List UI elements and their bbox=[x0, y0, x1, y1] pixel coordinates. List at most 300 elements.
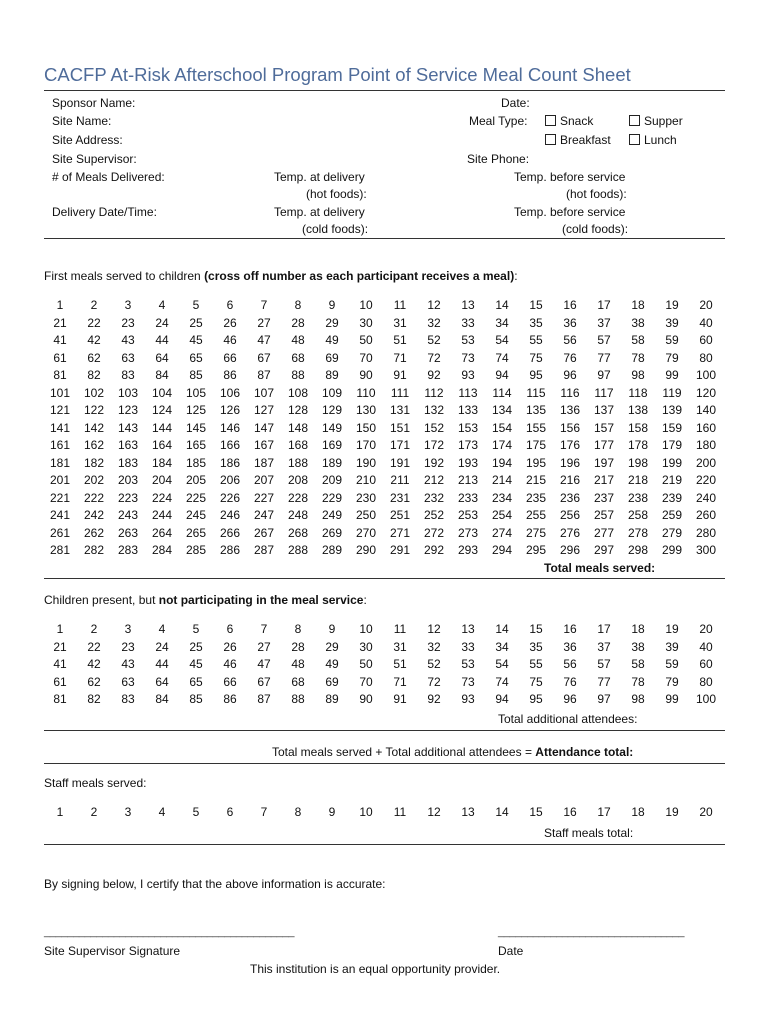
count-number[interactable]: 142 bbox=[83, 420, 105, 435]
count-number[interactable]: 53 bbox=[461, 333, 475, 347]
count-number[interactable]: 77 bbox=[597, 674, 611, 689]
count-number[interactable]: 62 bbox=[87, 674, 101, 689]
count-number[interactable]: 120 bbox=[695, 385, 717, 400]
count-number[interactable]: 11 bbox=[393, 298, 407, 312]
count-number[interactable]: 218 bbox=[627, 473, 649, 487]
count-number[interactable]: 278 bbox=[627, 525, 649, 540]
count-number[interactable]: 11 bbox=[393, 805, 407, 819]
count-number[interactable]: 104 bbox=[151, 385, 173, 400]
count-number[interactable]: 24 bbox=[155, 315, 169, 330]
count-number[interactable]: 267 bbox=[253, 525, 275, 540]
count-number[interactable]: 189 bbox=[321, 455, 343, 470]
count-number[interactable]: 2 bbox=[90, 298, 98, 312]
count-number[interactable]: 240 bbox=[695, 490, 717, 505]
count-number[interactable]: 198 bbox=[627, 455, 649, 470]
count-number[interactable]: 242 bbox=[83, 508, 105, 522]
count-number[interactable]: 252 bbox=[423, 508, 445, 522]
count-number[interactable]: 47 bbox=[257, 333, 271, 347]
breakfast-checkbox[interactable] bbox=[545, 134, 556, 145]
count-number[interactable]: 299 bbox=[661, 543, 683, 557]
count-number[interactable]: 113 bbox=[458, 385, 478, 400]
count-number[interactable]: 53 bbox=[461, 657, 475, 671]
count-number[interactable]: 246 bbox=[219, 508, 241, 522]
count-number[interactable]: 219 bbox=[661, 473, 683, 487]
count-number[interactable]: 123 bbox=[117, 403, 139, 417]
count-number[interactable]: 72 bbox=[427, 350, 441, 365]
count-number[interactable]: 183 bbox=[117, 455, 139, 470]
count-number[interactable]: 61 bbox=[53, 350, 67, 365]
count-number[interactable]: 15 bbox=[529, 805, 543, 819]
count-number[interactable]: 90 bbox=[359, 368, 373, 382]
count-number[interactable]: 71 bbox=[393, 350, 407, 365]
count-number[interactable]: 1 bbox=[56, 805, 64, 819]
count-number[interactable]: 98 bbox=[631, 368, 645, 382]
count-number[interactable]: 280 bbox=[695, 525, 717, 540]
count-number[interactable]: 2 bbox=[90, 622, 98, 636]
count-number[interactable]: 70 bbox=[359, 674, 373, 689]
count-number[interactable]: 186 bbox=[219, 455, 241, 470]
count-number[interactable]: 224 bbox=[151, 490, 173, 505]
count-number[interactable]: 83 bbox=[121, 368, 135, 382]
count-number[interactable]: 138 bbox=[627, 403, 649, 417]
count-number[interactable]: 6 bbox=[226, 622, 234, 636]
count-number[interactable]: 39 bbox=[665, 639, 679, 654]
count-number[interactable]: 287 bbox=[253, 543, 275, 557]
count-number[interactable]: 94 bbox=[495, 368, 509, 382]
count-number[interactable]: 187 bbox=[253, 455, 275, 470]
count-number[interactable]: 2 bbox=[90, 805, 98, 819]
supervisor-signature-line[interactable]: ___________________________________________ bbox=[44, 926, 295, 938]
count-number[interactable]: 284 bbox=[151, 543, 173, 557]
count-number[interactable]: 190 bbox=[355, 455, 377, 470]
count-number[interactable]: 238 bbox=[627, 490, 649, 505]
count-number[interactable]: 76 bbox=[563, 674, 577, 689]
count-number[interactable]: 153 bbox=[457, 420, 479, 435]
count-number[interactable]: 13 bbox=[461, 805, 475, 819]
count-number[interactable]: 28 bbox=[291, 315, 305, 330]
count-number[interactable]: 80 bbox=[699, 350, 713, 365]
count-number[interactable]: 27 bbox=[257, 639, 271, 654]
count-number[interactable]: 293 bbox=[457, 543, 479, 557]
count-number[interactable]: 105 bbox=[185, 385, 207, 400]
count-number[interactable]: 234 bbox=[491, 490, 513, 505]
count-number[interactable]: 19 bbox=[665, 805, 679, 819]
count-number[interactable]: 84 bbox=[155, 368, 169, 382]
count-number[interactable]: 18 bbox=[631, 622, 645, 636]
count-number[interactable]: 81 bbox=[53, 692, 67, 706]
count-number[interactable]: 203 bbox=[117, 473, 139, 487]
count-number[interactable]: 181 bbox=[49, 455, 71, 470]
count-number[interactable]: 178 bbox=[627, 438, 649, 452]
count-number[interactable]: 285 bbox=[185, 543, 207, 557]
count-number[interactable]: 137 bbox=[593, 403, 615, 417]
count-number[interactable]: 160 bbox=[695, 420, 717, 435]
count-number[interactable]: 103 bbox=[117, 385, 139, 400]
lunch-checkbox[interactable] bbox=[629, 134, 640, 145]
count-number[interactable]: 12 bbox=[427, 805, 441, 819]
count-number[interactable]: 20 bbox=[699, 298, 713, 312]
count-number[interactable]: 155 bbox=[525, 420, 547, 435]
count-number[interactable]: 31 bbox=[393, 315, 407, 330]
count-number[interactable]: 87 bbox=[257, 692, 271, 706]
count-number[interactable]: 90 bbox=[359, 692, 373, 706]
count-number[interactable]: 110 bbox=[356, 385, 376, 400]
count-number[interactable]: 6 bbox=[226, 298, 234, 312]
count-number[interactable]: 158 bbox=[627, 420, 649, 435]
count-number[interactable]: 217 bbox=[593, 473, 615, 487]
count-number[interactable]: 292 bbox=[423, 543, 445, 557]
count-number[interactable]: 1 bbox=[56, 298, 64, 312]
count-number[interactable]: 88 bbox=[291, 368, 305, 382]
count-number[interactable]: 122 bbox=[83, 403, 105, 417]
count-number[interactable]: 270 bbox=[355, 525, 377, 540]
count-number[interactable]: 40 bbox=[699, 639, 713, 654]
count-number[interactable]: 66 bbox=[223, 350, 237, 365]
count-number[interactable]: 21 bbox=[53, 639, 67, 654]
count-number[interactable]: 14 bbox=[495, 622, 509, 636]
count-number[interactable]: 272 bbox=[423, 525, 445, 540]
count-number[interactable]: 165 bbox=[185, 438, 207, 452]
count-number[interactable]: 41 bbox=[53, 333, 67, 347]
count-number[interactable]: 22 bbox=[87, 315, 101, 330]
count-number[interactable]: 207 bbox=[253, 473, 275, 487]
count-number[interactable]: 20 bbox=[699, 622, 713, 636]
count-number[interactable]: 159 bbox=[661, 420, 683, 435]
count-number[interactable]: 184 bbox=[151, 455, 173, 470]
count-number[interactable]: 213 bbox=[457, 473, 479, 487]
count-number[interactable]: 196 bbox=[559, 455, 581, 470]
count-number[interactable]: 172 bbox=[423, 438, 445, 452]
count-number[interactable]: 28 bbox=[291, 639, 305, 654]
count-number[interactable]: 279 bbox=[661, 525, 683, 540]
count-number[interactable]: 230 bbox=[355, 490, 377, 505]
count-number[interactable]: 211 bbox=[390, 473, 410, 487]
count-number[interactable]: 48 bbox=[291, 657, 305, 671]
count-number[interactable]: 97 bbox=[597, 368, 611, 382]
count-number[interactable]: 5 bbox=[192, 805, 200, 819]
count-number[interactable]: 13 bbox=[461, 622, 475, 636]
count-number[interactable]: 166 bbox=[219, 438, 241, 452]
count-number[interactable]: 15 bbox=[529, 622, 543, 636]
count-number[interactable]: 108 bbox=[287, 385, 309, 400]
count-number[interactable]: 99 bbox=[665, 692, 679, 706]
count-number[interactable]: 47 bbox=[257, 657, 271, 671]
count-number[interactable]: 24 bbox=[155, 639, 169, 654]
count-number[interactable]: 17 bbox=[597, 298, 611, 312]
count-number[interactable]: 239 bbox=[661, 490, 683, 505]
count-number[interactable]: 37 bbox=[597, 639, 611, 654]
count-number[interactable]: 44 bbox=[155, 333, 169, 347]
count-number[interactable]: 82 bbox=[87, 692, 101, 706]
count-number[interactable]: 85 bbox=[189, 692, 203, 706]
count-number[interactable]: 179 bbox=[661, 438, 683, 452]
count-number[interactable]: 89 bbox=[325, 368, 339, 382]
count-number[interactable]: 95 bbox=[529, 692, 543, 706]
count-number[interactable]: 143 bbox=[117, 420, 139, 435]
count-number[interactable]: 140 bbox=[695, 403, 717, 417]
count-number[interactable]: 215 bbox=[525, 473, 547, 487]
count-number[interactable]: 46 bbox=[223, 333, 237, 347]
count-number[interactable]: 106 bbox=[219, 385, 241, 400]
count-number[interactable]: 83 bbox=[121, 692, 135, 706]
count-number[interactable]: 46 bbox=[223, 657, 237, 671]
count-number[interactable]: 21 bbox=[53, 315, 67, 330]
count-number[interactable]: 77 bbox=[597, 350, 611, 365]
count-number[interactable]: 194 bbox=[491, 455, 513, 470]
count-number[interactable]: 273 bbox=[457, 525, 479, 540]
count-number[interactable]: 54 bbox=[495, 657, 509, 671]
count-number[interactable]: 25 bbox=[189, 315, 203, 330]
count-number[interactable]: 128 bbox=[287, 403, 309, 417]
count-number[interactable]: 112 bbox=[424, 385, 444, 400]
count-number[interactable]: 118 bbox=[628, 385, 648, 400]
count-number[interactable]: 26 bbox=[223, 315, 237, 330]
count-number[interactable]: 161 bbox=[49, 438, 71, 452]
count-number[interactable]: 277 bbox=[593, 525, 615, 540]
count-number[interactable]: 42 bbox=[87, 333, 101, 347]
count-number[interactable]: 185 bbox=[185, 455, 207, 470]
count-number[interactable]: 25 bbox=[189, 639, 203, 654]
count-number[interactable]: 23 bbox=[121, 639, 135, 654]
count-number[interactable]: 12 bbox=[427, 622, 441, 636]
count-number[interactable]: 76 bbox=[563, 350, 577, 365]
count-number[interactable]: 222 bbox=[83, 490, 105, 505]
count-number[interactable]: 261 bbox=[49, 525, 71, 540]
count-number[interactable]: 16 bbox=[563, 805, 577, 819]
count-number[interactable]: 182 bbox=[83, 455, 105, 470]
count-number[interactable]: 244 bbox=[151, 508, 173, 522]
count-number[interactable]: 4 bbox=[158, 622, 166, 636]
count-number[interactable]: 34 bbox=[495, 315, 509, 330]
count-number[interactable]: 29 bbox=[325, 639, 339, 654]
count-number[interactable]: 228 bbox=[287, 490, 309, 505]
count-number[interactable]: 119 bbox=[662, 385, 682, 400]
count-number[interactable]: 36 bbox=[563, 315, 577, 330]
count-number[interactable]: 167 bbox=[253, 438, 275, 452]
count-number[interactable]: 265 bbox=[185, 525, 207, 540]
count-number[interactable]: 126 bbox=[219, 403, 241, 417]
count-number[interactable]: 100 bbox=[695, 692, 717, 706]
count-number[interactable]: 202 bbox=[83, 473, 105, 487]
count-number[interactable]: 205 bbox=[185, 473, 207, 487]
count-number[interactable]: 129 bbox=[321, 403, 343, 417]
count-number[interactable]: 37 bbox=[597, 315, 611, 330]
meal-option-snack[interactable] bbox=[545, 114, 593, 128]
count-number[interactable]: 63 bbox=[121, 350, 135, 365]
count-number[interactable]: 49 bbox=[325, 657, 339, 671]
count-number[interactable]: 99 bbox=[665, 368, 679, 382]
count-number[interactable]: 17 bbox=[597, 805, 611, 819]
count-number[interactable]: 33 bbox=[461, 639, 475, 654]
count-number[interactable]: 233 bbox=[457, 490, 479, 505]
count-number[interactable]: 31 bbox=[393, 639, 407, 654]
count-number[interactable]: 67 bbox=[257, 674, 271, 689]
snack-checkbox[interactable] bbox=[545, 115, 556, 126]
count-number[interactable]: 33 bbox=[461, 315, 475, 330]
count-number[interactable]: 117 bbox=[594, 385, 614, 400]
count-number[interactable]: 133 bbox=[457, 403, 479, 417]
count-number[interactable]: 144 bbox=[151, 420, 173, 435]
count-number[interactable]: 268 bbox=[287, 525, 309, 540]
count-number[interactable]: 92 bbox=[427, 692, 441, 706]
count-number[interactable]: 170 bbox=[355, 438, 377, 452]
count-number[interactable]: 216 bbox=[559, 473, 581, 487]
count-number[interactable]: 55 bbox=[529, 657, 543, 671]
count-number[interactable]: 271 bbox=[389, 525, 411, 540]
count-number[interactable]: 36 bbox=[563, 639, 577, 654]
meal-option-supper[interactable] bbox=[629, 114, 683, 128]
count-number[interactable]: 236 bbox=[559, 490, 581, 505]
count-number[interactable]: 93 bbox=[461, 692, 475, 706]
count-number[interactable]: 248 bbox=[287, 508, 309, 522]
count-number[interactable]: 247 bbox=[253, 508, 275, 522]
count-number[interactable]: 3 bbox=[124, 622, 132, 636]
count-number[interactable]: 139 bbox=[661, 403, 683, 417]
count-number[interactable]: 91 bbox=[393, 692, 407, 706]
count-number[interactable]: 7 bbox=[260, 298, 268, 312]
count-number[interactable]: 59 bbox=[665, 657, 679, 671]
count-number[interactable]: 20 bbox=[699, 805, 713, 819]
count-number[interactable]: 136 bbox=[559, 403, 581, 417]
count-number[interactable]: 74 bbox=[495, 674, 509, 689]
count-number[interactable]: 263 bbox=[117, 525, 139, 540]
count-number[interactable]: 241 bbox=[49, 508, 71, 522]
count-number[interactable]: 243 bbox=[117, 508, 139, 522]
count-number[interactable]: 80 bbox=[699, 674, 713, 689]
count-number[interactable]: 45 bbox=[189, 333, 203, 347]
count-number[interactable]: 98 bbox=[631, 692, 645, 706]
count-number[interactable]: 13 bbox=[461, 298, 475, 312]
count-number[interactable]: 235 bbox=[525, 490, 547, 505]
count-number[interactable]: 156 bbox=[559, 420, 581, 435]
count-number[interactable]: 17 bbox=[597, 622, 611, 636]
count-number[interactable]: 256 bbox=[559, 508, 581, 522]
count-number[interactable]: 94 bbox=[495, 692, 509, 706]
count-number[interactable]: 286 bbox=[219, 543, 241, 557]
count-number[interactable]: 32 bbox=[427, 639, 441, 654]
count-number[interactable]: 220 bbox=[695, 473, 717, 487]
count-number[interactable]: 162 bbox=[83, 438, 105, 452]
count-number[interactable]: 177 bbox=[593, 438, 615, 452]
count-number[interactable]: 68 bbox=[291, 674, 305, 689]
count-number[interactable]: 295 bbox=[525, 543, 547, 557]
count-number[interactable]: 60 bbox=[699, 657, 713, 671]
count-number[interactable]: 70 bbox=[359, 350, 373, 365]
count-number[interactable]: 78 bbox=[631, 674, 645, 689]
count-number[interactable]: 15 bbox=[529, 298, 543, 312]
count-number[interactable]: 131 bbox=[389, 403, 411, 417]
count-number[interactable]: 225 bbox=[185, 490, 207, 505]
meal-option-lunch[interactable] bbox=[629, 133, 677, 147]
count-number[interactable]: 55 bbox=[529, 333, 543, 347]
count-number[interactable]: 30 bbox=[359, 315, 373, 330]
count-number[interactable]: 4 bbox=[158, 298, 166, 312]
count-number[interactable]: 75 bbox=[529, 674, 543, 689]
count-number[interactable]: 146 bbox=[219, 420, 241, 435]
count-number[interactable]: 174 bbox=[491, 438, 513, 452]
count-number[interactable]: 63 bbox=[121, 674, 135, 689]
count-number[interactable]: 102 bbox=[83, 385, 105, 400]
count-number[interactable]: 291 bbox=[389, 543, 411, 557]
count-number[interactable]: 169 bbox=[321, 438, 343, 452]
count-number[interactable]: 86 bbox=[223, 368, 237, 382]
count-number[interactable]: 9 bbox=[328, 298, 336, 312]
count-number[interactable]: 191 bbox=[389, 455, 411, 470]
count-number[interactable]: 260 bbox=[695, 508, 717, 522]
count-number[interactable]: 71 bbox=[393, 674, 407, 689]
count-number[interactable]: 192 bbox=[423, 455, 445, 470]
count-number[interactable]: 89 bbox=[325, 692, 339, 706]
count-number[interactable]: 29 bbox=[325, 315, 339, 330]
count-number[interactable]: 87 bbox=[257, 368, 271, 382]
count-number[interactable]: 48 bbox=[291, 333, 305, 347]
count-number[interactable]: 54 bbox=[495, 333, 509, 347]
count-number[interactable]: 226 bbox=[219, 490, 241, 505]
count-number[interactable]: 208 bbox=[287, 473, 309, 487]
count-number[interactable]: 73 bbox=[461, 350, 475, 365]
count-number[interactable]: 262 bbox=[83, 525, 105, 540]
count-number[interactable]: 3 bbox=[124, 298, 132, 312]
count-number[interactable]: 69 bbox=[325, 674, 339, 689]
count-number[interactable]: 68 bbox=[291, 350, 305, 365]
count-number[interactable]: 223 bbox=[117, 490, 139, 505]
count-number[interactable]: 5 bbox=[192, 622, 200, 636]
count-number[interactable]: 86 bbox=[223, 692, 237, 706]
count-number[interactable]: 78 bbox=[631, 350, 645, 365]
count-number[interactable]: 212 bbox=[423, 473, 445, 487]
count-number[interactable]: 289 bbox=[321, 543, 343, 557]
count-number[interactable]: 12 bbox=[427, 298, 441, 312]
count-number[interactable]: 275 bbox=[525, 525, 547, 540]
count-number[interactable]: 288 bbox=[287, 543, 309, 557]
count-number[interactable]: 188 bbox=[287, 455, 309, 470]
count-number[interactable]: 35 bbox=[529, 639, 543, 654]
count-number[interactable]: 92 bbox=[427, 368, 441, 382]
count-number[interactable]: 164 bbox=[151, 438, 173, 452]
count-number[interactable]: 300 bbox=[695, 543, 717, 557]
count-number[interactable]: 69 bbox=[325, 350, 339, 365]
count-number[interactable]: 209 bbox=[321, 473, 343, 487]
count-number[interactable]: 7 bbox=[260, 622, 268, 636]
count-number[interactable]: 255 bbox=[525, 508, 547, 522]
count-number[interactable]: 50 bbox=[359, 657, 373, 671]
count-number[interactable]: 5 bbox=[192, 298, 200, 312]
count-number[interactable]: 210 bbox=[355, 473, 377, 487]
count-number[interactable]: 18 bbox=[631, 298, 645, 312]
supper-checkbox[interactable] bbox=[629, 115, 640, 126]
count-number[interactable]: 93 bbox=[461, 368, 475, 382]
count-number[interactable]: 44 bbox=[155, 657, 169, 671]
count-number[interactable]: 109 bbox=[321, 385, 343, 400]
count-number[interactable]: 204 bbox=[151, 473, 173, 487]
count-number[interactable]: 23 bbox=[121, 315, 135, 330]
count-number[interactable]: 72 bbox=[427, 674, 441, 689]
count-number[interactable]: 257 bbox=[593, 508, 615, 522]
count-number[interactable]: 32 bbox=[427, 315, 441, 330]
count-number[interactable]: 245 bbox=[185, 508, 207, 522]
count-number[interactable]: 19 bbox=[665, 622, 679, 636]
count-number[interactable]: 96 bbox=[563, 692, 577, 706]
count-number[interactable]: 66 bbox=[223, 674, 237, 689]
count-number[interactable]: 274 bbox=[491, 525, 513, 540]
count-number[interactable]: 125 bbox=[185, 403, 207, 417]
count-number[interactable]: 16 bbox=[563, 622, 577, 636]
count-number[interactable]: 79 bbox=[665, 350, 679, 365]
count-number[interactable]: 251 bbox=[389, 508, 411, 522]
count-number[interactable]: 27 bbox=[257, 315, 271, 330]
count-number[interactable]: 74 bbox=[495, 350, 509, 365]
count-number[interactable]: 200 bbox=[695, 455, 717, 470]
